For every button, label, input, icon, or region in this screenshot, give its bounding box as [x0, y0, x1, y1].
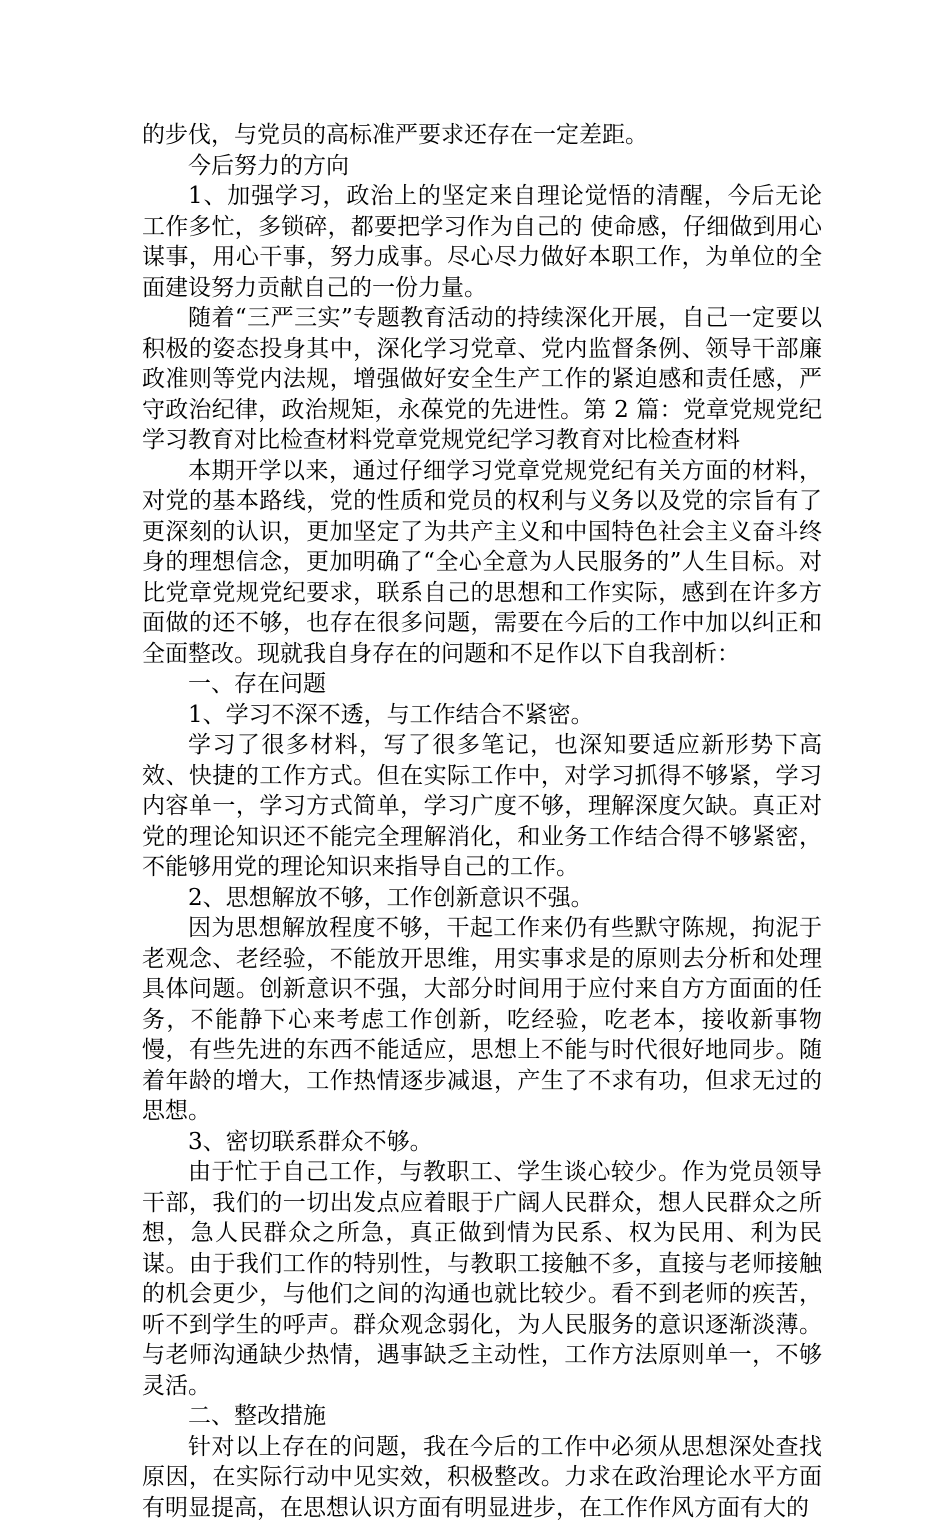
paragraph-thinking-problem: 因为思想解放程度不够，干起工作来仍有些默守陈规，拘泥于老观念、老经验，不能放开思维，用实事求是的原则去分析和处理具体问题。创新意识不强，大部分时间用于应付来自方方面面的任务，不能静下心来考虑工作创新，吃经验，吃老本，接收新事物慢，有些先进的东西不能适应，思想上不能与时代很好地同步。随着年龄的增大，工作热情逐步减退，产生了不求有功，但求无过的思想。 — [142, 913, 822, 1127]
heading-rectification-measures: 二、整改措施 — [142, 1401, 822, 1432]
subheading-study-problem: 1、学习不深不透，与工作结合不紧密。 — [142, 700, 822, 731]
paragraph-three-stricts: 随着“三严三实”专题教育活动的持续深化开展，自己一定要以积极的姿态投身其中，深化学习党章、党内监督条例、领导干部廉政准则等党内法规，增强做好安全生产工作的紧迫感和责任感，严守政治纪律，政治规矩，永葆党的先进性。第 2 篇：党章党规党纪学习教育对比检查材料党章党规党纪学习教育对比检查材料 — [142, 303, 822, 456]
paragraph-masses-problem: 由于忙于自己工作，与教职工、学生谈心较少。作为党员领导干部，我们的一切出发点应着眼于广阔人民群众，想人民群众之所想，急人民群众之所急，真正做到情为民系、权为民用、利为民谋。由于我们工作的特别性，与教职工接触不多，直接与老师接触的机会更少，与他们之间的沟通也就比较少。看不到老师的疾苦，听不到学生的呼声。群众观念弱化，为人民服务的意识逐渐淡薄。与老师沟通缺少热情，遇事缺乏主动性，工作方法原则单一，不够灵活。 — [142, 1157, 822, 1401]
subheading-masses-problem: 3、密切联系群众不够。 — [142, 1127, 822, 1158]
heading-existing-problems: 一、存在问题 — [142, 669, 822, 700]
paragraph-rectification: 针对以上存在的问题，我在今后的工作中必须从思想深处查找原因，在实际行动中见实效，积极整改。力求在政治理论水平方面有明显提高，在思想认识方面有明显进步，在工作作风方面有大的 — [142, 1432, 822, 1523]
subheading-thinking-problem: 2、思想解放不够，工作创新意识不强。 — [142, 883, 822, 914]
paragraph-study-problem: 学习了很多材料，写了很多笔记，也深知要适应新形势下高效、快捷的工作方式。但在实际工作中，对学习抓得不够紧，学习内容单一，学习方式简单，学习广度不够，理解深度欠缺。真正对党的理论知识还不能完全理解消化，和业务工作结合得不够紧密，不能够用党的理论知识来指导自己的工作。 — [142, 730, 822, 883]
paragraph-strengthen-study: 1、加强学习，政治上的坚定来自理论觉悟的清醒，今后无论工作多忙，多锁碎，都要把学习作为自己的 使命感，仔细做到用心谋事，用心干事，努力成事。尽心尽力做好本职工作，为单位的全面建设努力贡献自己的一份力量。 — [142, 181, 822, 303]
heading-future-direction: 今后努力的方向 — [142, 151, 822, 182]
paragraph-introduction: 本期开学以来，通过仔细学习党章党规党纪有关方面的材料，对党的基本路线，党的性质和党员的权利与义务以及党的宗旨有了更深刻的认识，更加坚定了为共产主义和中国特色社会主义奋斗终身的理想信念，更加明确了“全心全意为人民服务的”人生目标。对比党章党规党纪要求，联系自己的思想和工作实际，感到在许多方面做的还不够，也存在很多问题，需要在今后的工作中加以纠正和全面整改。现就我自身存在的问题和不足作以下自我剖析： — [142, 456, 822, 670]
document-page — [142, 120, 822, 1523]
paragraph-continuation: 的步伐，与党员的高标准严要求还存在一定差距。 — [142, 120, 822, 151]
